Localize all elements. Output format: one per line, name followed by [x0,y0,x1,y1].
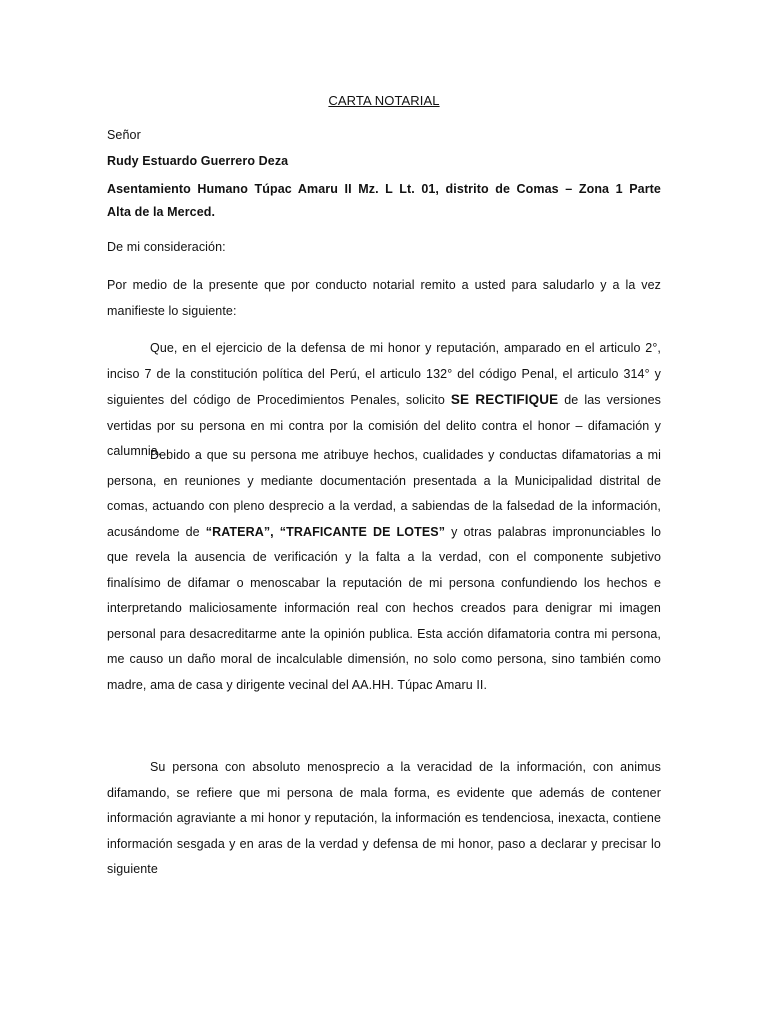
rectification-emphasis: SE RECTIFIQUE [450,392,559,407]
greeting: De mi consideración: [107,240,226,254]
paragraph-defamation [107,443,661,698]
paragraph-rectification-text-b: de las versiones vertidas por su persona en mi contra por la comisión del delito contra el honor – difamación y calumnia. [107,393,662,458]
paragraph-defamation-text-b: y otras palabras impronunciables lo que revela la ausencia de verificación y la falta a la verdad, con el componente subjetivo finalísimo de difamar o menoscabar la reputación de mi persona confundiendo los hechos e interpretando maliciosamente información real con hechos creados para denigrar mi imagen personal para desacreditarme ante la opinión publica. Esta acción difamatoria contra mi persona, me causo un daño moral de incalculable dimensión, no solo como persona, sino también como madre, ama de casa y dirigente vecinal del AA.HH. Túpac Amaru II. [107,524,661,692]
paragraph-rectification-text-a: Que, en el ejercicio de la defensa de mi honor y reputación, amparado en el articulo 2°, inciso 7 de la constitución política del Perú, el articulo 132° del código Penal, el articulo 314° y siguientes del código de Procedimientos Penales, solicito [107,341,661,407]
intro-paragraph: Por medio de la presente que por conducto notarial remito a usted para saludarlo y a la vez manifieste lo siguiente: [107,278,661,318]
accusation-emphasis: “RATERA”, “TRAFICANTE DE LOTES” [205,524,446,539]
paragraph-defamation-text-a: Debido a que su persona me atribuye hechos, cualidades y conductas difamatorias a mi persona, en reuniones y mediante documentación presentada a la Municipalidad distrital de comas, actuando con pleno desprecio a la verdad, a sabiendas de la falsedad de la información, acusándome de [107,448,661,539]
salutation: Señor [107,128,141,142]
paragraph-declaration: Su persona con absoluto menosprecio a la veracidad de la información, con animus difamando, se refiere que mi persona de mala forma, es evidente que además de contener información agraviante a mi honor y reputación, la información es tendenciosa, inexacta, contiene información sesgada y en aras de la verdad y defensa de mi honor, paso a declarar y precisar lo siguiente [107,760,661,876]
page-title: CARTA NOTARIAL [328,93,440,108]
recipient-name: Rudy Estuardo Guerrero Deza [107,154,289,168]
recipient-address-line1: Asentamiento Humano Túpac Amaru II Mz. L Lt. 01, distrito de Comas – Zona 1 Parte [107,182,661,196]
recipient-address-line2: Alta de la Merced. [107,205,216,219]
